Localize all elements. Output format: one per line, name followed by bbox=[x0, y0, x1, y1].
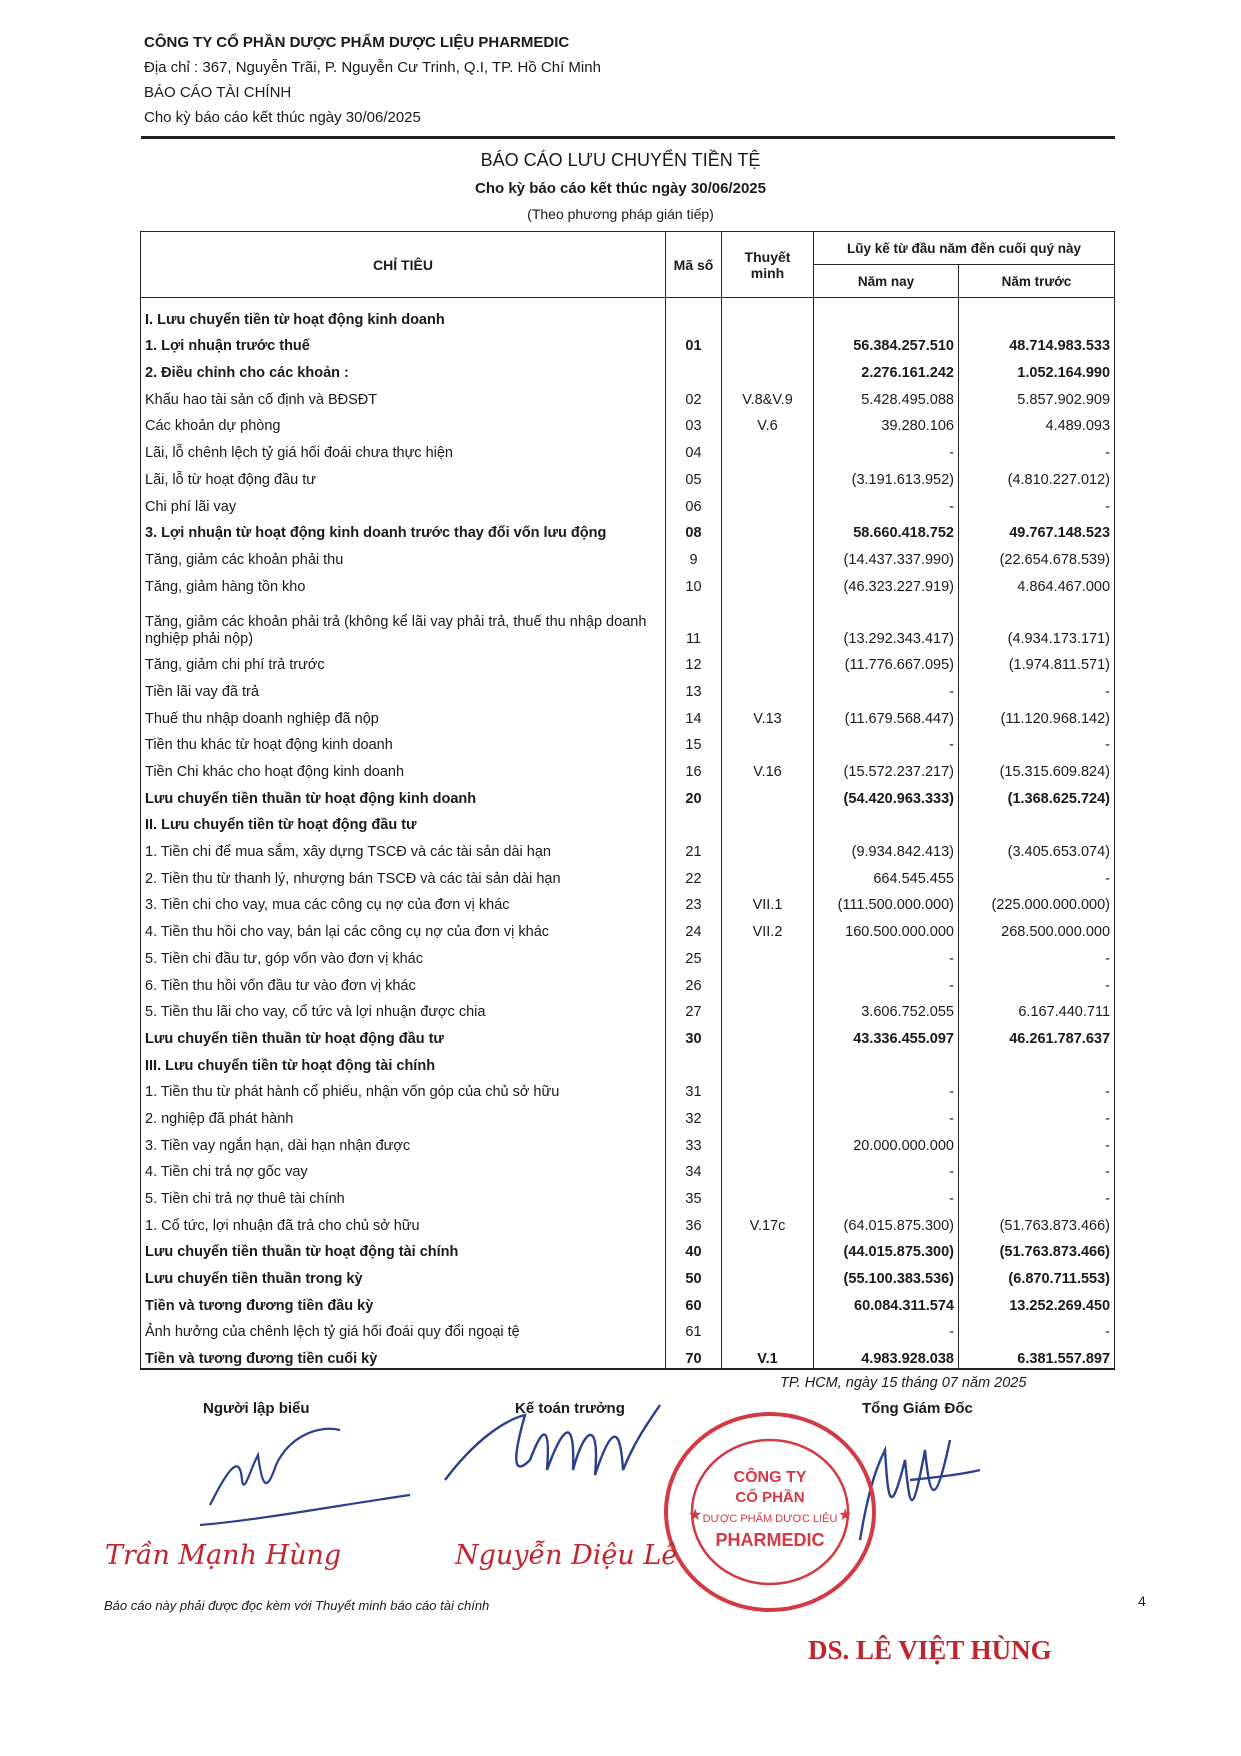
row-current-value: (13.292.343.417) bbox=[814, 596, 959, 648]
row-note bbox=[722, 489, 814, 516]
row-label: Lãi, lỗ từ hoạt động đầu tư bbox=[141, 462, 666, 489]
row-label: 6. Tiền thu hồi vốn đầu tư vào đơn vị khác bbox=[141, 968, 666, 995]
table-row bbox=[141, 329, 1115, 356]
table-row bbox=[141, 1155, 1115, 1182]
row-label: Ảnh hưởng của chênh lệch tỷ giá hối đoái quy đổi ngoại tệ bbox=[141, 1315, 666, 1342]
row-label: Lưu chuyển tiền thuần trong kỳ bbox=[141, 1261, 666, 1288]
row-previous-value: - bbox=[959, 1101, 1115, 1128]
row-current-value: 5.428.495.088 bbox=[814, 382, 959, 409]
row-note: V.1 bbox=[722, 1341, 814, 1369]
cash-flow-table bbox=[140, 231, 1115, 1370]
row-current-value: 56.384.257.510 bbox=[814, 329, 959, 356]
row-previous-value: (51.763.873.466) bbox=[959, 1235, 1115, 1262]
row-current-value: (55.100.383.536) bbox=[814, 1261, 959, 1288]
row-label: II. Lưu chuyển tiền từ hoạt động đầu tư bbox=[141, 808, 666, 835]
row-previous-value: (11.120.968.142) bbox=[959, 701, 1115, 728]
row-previous-value: (51.763.873.466) bbox=[959, 1208, 1115, 1235]
row-label: 1. Cổ tức, lợi nhuận đã trả cho chủ sở hữu bbox=[141, 1208, 666, 1235]
row-note bbox=[722, 1235, 814, 1262]
row-code: 04 bbox=[666, 435, 722, 462]
director-label: Tổng Giám Đốc bbox=[862, 1400, 973, 1417]
table-row bbox=[141, 968, 1115, 995]
table-row bbox=[141, 1315, 1115, 1342]
row-label: 1. Tiền chi để mua sắm, xây dựng TSCĐ và các tài sản dài hạn bbox=[141, 834, 666, 861]
row-current-value: (11.679.568.447) bbox=[814, 701, 959, 728]
row-label: Tiền lãi vay đã trả bbox=[141, 674, 666, 701]
table-row bbox=[141, 596, 1115, 648]
row-current-value: 20.000.000.000 bbox=[814, 1128, 959, 1155]
row-current-value: 39.280.106 bbox=[814, 409, 959, 436]
row-previous-value: (4.934.173.171) bbox=[959, 596, 1115, 648]
row-note: V.6 bbox=[722, 409, 814, 436]
table-row bbox=[141, 1235, 1115, 1262]
row-current-value bbox=[814, 808, 959, 835]
row-previous-value: 1.052.164.990 bbox=[959, 355, 1115, 382]
report-period: Cho kỳ báo cáo kết thúc ngày 30/06/2025 bbox=[144, 109, 421, 126]
row-label: Tăng, giảm chi phí trả trước bbox=[141, 648, 666, 675]
row-label: Lưu chuyển tiền thuần từ hoạt động kinh doanh bbox=[141, 781, 666, 808]
row-label: Tăng, giảm hàng tồn kho bbox=[141, 569, 666, 596]
table-row bbox=[141, 888, 1115, 915]
table-row bbox=[141, 1048, 1115, 1075]
row-current-value: 4.983.928.038 bbox=[814, 1341, 959, 1369]
table-row bbox=[141, 995, 1115, 1022]
row-current-value: - bbox=[814, 1101, 959, 1128]
row-label: 1. Lợi nhuận trước thuế bbox=[141, 329, 666, 356]
header-divider bbox=[141, 136, 1115, 139]
row-note bbox=[722, 1288, 814, 1315]
accountant-name: Nguyễn Diệu Lê bbox=[455, 1540, 678, 1571]
table-row bbox=[141, 781, 1115, 808]
table-row bbox=[141, 1261, 1115, 1288]
row-label: 3. Tiền chi cho vay, mua các công cụ nợ của đơn vị khác bbox=[141, 888, 666, 915]
row-code: 03 bbox=[666, 409, 722, 436]
row-code: 34 bbox=[666, 1155, 722, 1182]
table-row bbox=[141, 861, 1115, 888]
row-current-value: - bbox=[814, 941, 959, 968]
table-row bbox=[141, 1128, 1115, 1155]
row-code: 30 bbox=[666, 1021, 722, 1048]
svg-text:★: ★ bbox=[688, 1507, 703, 1524]
row-code: 33 bbox=[666, 1128, 722, 1155]
row-label: Thuế thu nhập doanh nghiệp đã nộp bbox=[141, 701, 666, 728]
table-row bbox=[141, 1101, 1115, 1128]
row-label: Tiền và tương đương tiền đầu kỳ bbox=[141, 1288, 666, 1315]
row-note bbox=[722, 1181, 814, 1208]
row-code: 40 bbox=[666, 1235, 722, 1262]
row-label: 5. Tiền chi trả nợ thuê tài chính bbox=[141, 1181, 666, 1208]
row-code: 06 bbox=[666, 489, 722, 516]
row-note bbox=[722, 1261, 814, 1288]
col-header-note: Thuyết minh bbox=[722, 232, 814, 298]
row-code bbox=[666, 808, 722, 835]
row-code: 26 bbox=[666, 968, 722, 995]
table-row bbox=[141, 1021, 1115, 1048]
row-code: 24 bbox=[666, 914, 722, 941]
row-current-value: 160.500.000.000 bbox=[814, 914, 959, 941]
row-previous-value: 5.857.902.909 bbox=[959, 382, 1115, 409]
row-current-value: 58.660.418.752 bbox=[814, 516, 959, 543]
row-label: 2. Tiền thu từ thanh lý, nhượng bán TSCĐ và các tài sản dài hạn bbox=[141, 861, 666, 888]
row-note bbox=[722, 1075, 814, 1102]
svg-text:CÔNG TY: CÔNG TY bbox=[733, 1469, 807, 1486]
row-current-value: (9.934.842.413) bbox=[814, 834, 959, 861]
director-name: DS. LÊ VIỆT HÙNG bbox=[808, 1635, 1052, 1665]
row-current-value: 3.606.752.055 bbox=[814, 995, 959, 1022]
table-row bbox=[141, 409, 1115, 436]
row-note bbox=[722, 1048, 814, 1075]
row-label: Khấu hao tài sản cố định và BĐSĐT bbox=[141, 382, 666, 409]
row-current-value: - bbox=[814, 1181, 959, 1208]
row-code: 25 bbox=[666, 941, 722, 968]
row-label: Lãi, lỗ chênh lệch tỷ giá hối đoái chưa thực hiện bbox=[141, 435, 666, 462]
row-label: Các khoản dự phòng bbox=[141, 409, 666, 436]
table-row bbox=[141, 648, 1115, 675]
row-label: 5. Tiền chi đầu tư, góp vốn vào đơn vị khác bbox=[141, 941, 666, 968]
row-label: 3. Lợi nhuận từ hoạt động kinh doanh trước thay đổi vốn lưu động bbox=[141, 516, 666, 543]
row-code: 9 bbox=[666, 542, 722, 569]
accountant-label: Kế toán trưởng bbox=[515, 1400, 625, 1417]
row-previous-value: - bbox=[959, 941, 1115, 968]
row-previous-value: - bbox=[959, 1155, 1115, 1182]
row-note bbox=[722, 968, 814, 995]
row-note bbox=[722, 781, 814, 808]
table-row bbox=[141, 569, 1115, 596]
accountant-signature bbox=[435, 1400, 665, 1520]
row-note: VII.2 bbox=[722, 914, 814, 941]
row-current-value: (64.015.875.300) bbox=[814, 1208, 959, 1235]
table-row bbox=[141, 355, 1115, 382]
table-row bbox=[141, 298, 1115, 329]
row-label: Tiền và tương đương tiền cuối kỳ bbox=[141, 1341, 666, 1369]
svg-text:CỔ PHẦN: CỔ PHẦN bbox=[735, 1489, 805, 1506]
company-name: CÔNG TY CỔ PHẦN DƯỢC PHẨM DƯỢC LIỆU PHARMEDIC bbox=[144, 34, 570, 51]
row-code: 11 bbox=[666, 596, 722, 648]
row-previous-value: (15.315.609.824) bbox=[959, 754, 1115, 781]
row-label: 5. Tiền thu lãi cho vay, cổ tức và lợi nhuận được chia bbox=[141, 995, 666, 1022]
row-previous-value: 268.500.000.000 bbox=[959, 914, 1115, 941]
row-previous-value: - bbox=[959, 1181, 1115, 1208]
row-current-value: (111.500.000.000) bbox=[814, 888, 959, 915]
col-header-previous-year: Năm trước bbox=[959, 265, 1115, 298]
row-note bbox=[722, 355, 814, 382]
row-note bbox=[722, 861, 814, 888]
row-previous-value: 48.714.983.533 bbox=[959, 329, 1115, 356]
row-code: 05 bbox=[666, 462, 722, 489]
row-code: 08 bbox=[666, 516, 722, 543]
row-label: Tiền thu khác từ hoạt động kinh doanh bbox=[141, 728, 666, 755]
row-label: Chi phí lãi vay bbox=[141, 489, 666, 516]
row-note: V.17c bbox=[722, 1208, 814, 1235]
row-label: 3. Tiền vay ngắn hạn, dài hạn nhận được bbox=[141, 1128, 666, 1155]
row-note bbox=[722, 1315, 814, 1342]
row-previous-value: 13.252.269.450 bbox=[959, 1288, 1115, 1315]
row-note: V.13 bbox=[722, 701, 814, 728]
table-row bbox=[141, 1208, 1115, 1235]
svg-text:PHARMEDIC: PHARMEDIC bbox=[715, 1530, 825, 1550]
row-current-value: (14.437.337.990) bbox=[814, 542, 959, 569]
row-current-value: - bbox=[814, 1155, 959, 1182]
row-code: 36 bbox=[666, 1208, 722, 1235]
row-previous-value bbox=[959, 808, 1115, 835]
row-note bbox=[722, 542, 814, 569]
signing-date: TP. HCM, ngày 15 tháng 07 năm 2025 bbox=[780, 1375, 1027, 1391]
row-previous-value bbox=[959, 1048, 1115, 1075]
row-previous-value: - bbox=[959, 489, 1115, 516]
row-previous-value bbox=[959, 298, 1115, 329]
footer-note: Báo cáo này phải được đọc kèm với Thuyết minh báo cáo tài chính bbox=[104, 1598, 490, 1613]
row-code: 21 bbox=[666, 834, 722, 861]
row-note bbox=[722, 516, 814, 543]
row-note bbox=[722, 834, 814, 861]
table-row bbox=[141, 382, 1115, 409]
row-previous-value: - bbox=[959, 435, 1115, 462]
row-note bbox=[722, 596, 814, 648]
row-note bbox=[722, 995, 814, 1022]
row-code: 22 bbox=[666, 861, 722, 888]
row-code bbox=[666, 1048, 722, 1075]
svg-text:★: ★ bbox=[838, 1507, 853, 1524]
row-code: 60 bbox=[666, 1288, 722, 1315]
row-code: 61 bbox=[666, 1315, 722, 1342]
row-label: 4. Tiền chi trả nợ gốc vay bbox=[141, 1155, 666, 1182]
row-previous-value: (1.368.625.724) bbox=[959, 781, 1115, 808]
row-code: 20 bbox=[666, 781, 722, 808]
row-previous-value: 4.489.093 bbox=[959, 409, 1115, 436]
document-header bbox=[144, 30, 1124, 130]
col-header-cumulative: Lũy kế từ đầu năm đến cuối quý này bbox=[814, 232, 1115, 265]
row-note bbox=[722, 1021, 814, 1048]
row-current-value: - bbox=[814, 489, 959, 516]
row-note: V.8&V.9 bbox=[722, 382, 814, 409]
table-row bbox=[141, 834, 1115, 861]
table-row bbox=[141, 674, 1115, 701]
row-note bbox=[722, 674, 814, 701]
row-label: Tăng, giảm các khoản phải thu bbox=[141, 542, 666, 569]
statement-period: Cho kỳ báo cáo kết thúc ngày 30/06/2025 bbox=[475, 180, 766, 197]
preparer-label: Người lập biểu bbox=[203, 1400, 310, 1417]
col-header-code: Mã số bbox=[666, 232, 722, 298]
row-label: Lưu chuyển tiền thuần từ hoạt động tài chính bbox=[141, 1235, 666, 1262]
row-previous-value: (1.974.811.571) bbox=[959, 648, 1115, 675]
row-current-value: - bbox=[814, 435, 959, 462]
row-label: III. Lưu chuyển tiền từ hoạt động tài chính bbox=[141, 1048, 666, 1075]
table-row bbox=[141, 941, 1115, 968]
row-current-value: (11.776.667.095) bbox=[814, 648, 959, 675]
row-note bbox=[722, 569, 814, 596]
row-note bbox=[722, 298, 814, 329]
row-label: Lưu chuyển tiền thuần từ hoạt động đầu tư bbox=[141, 1021, 666, 1048]
row-previous-value: (22.654.678.539) bbox=[959, 542, 1115, 569]
row-current-value: (15.572.237.217) bbox=[814, 754, 959, 781]
row-code: 01 bbox=[666, 329, 722, 356]
row-current-value: (44.015.875.300) bbox=[814, 1235, 959, 1262]
row-label: 2. nghiệp đã phát hành bbox=[141, 1101, 666, 1128]
row-code: 14 bbox=[666, 701, 722, 728]
report-type: BÁO CÁO TÀI CHÍNH bbox=[144, 84, 292, 101]
preparer-name: Trần Mạnh Hùng bbox=[105, 1540, 342, 1571]
row-current-value: 43.336.455.097 bbox=[814, 1021, 959, 1048]
table-row bbox=[141, 1288, 1115, 1315]
table-row bbox=[141, 489, 1115, 516]
row-label: 2. Điều chỉnh cho các khoản : bbox=[141, 355, 666, 382]
row-current-value: (3.191.613.952) bbox=[814, 462, 959, 489]
table-row bbox=[141, 516, 1115, 543]
row-previous-value: 46.261.787.637 bbox=[959, 1021, 1115, 1048]
row-note bbox=[722, 1128, 814, 1155]
row-note bbox=[722, 648, 814, 675]
row-previous-value: - bbox=[959, 728, 1115, 755]
row-code: 32 bbox=[666, 1101, 722, 1128]
row-note bbox=[722, 941, 814, 968]
col-header-current-year: Năm nay bbox=[814, 265, 959, 298]
row-label: I. Lưu chuyển tiền từ hoạt động kinh doanh bbox=[141, 298, 666, 329]
row-current-value bbox=[814, 1048, 959, 1075]
row-code: 16 bbox=[666, 754, 722, 781]
statement-method: (Theo phương pháp gián tiếp) bbox=[527, 206, 714, 222]
row-current-value: - bbox=[814, 1315, 959, 1342]
row-current-value: 60.084.311.574 bbox=[814, 1288, 959, 1315]
row-previous-value: - bbox=[959, 674, 1115, 701]
statement-title: BÁO CÁO LƯU CHUYỂN TIỀN TỆ bbox=[480, 150, 761, 170]
row-note bbox=[722, 329, 814, 356]
row-code: 50 bbox=[666, 1261, 722, 1288]
row-label: 1. Tiền thu từ phát hành cổ phiếu, nhận vốn góp của chủ sở hữu bbox=[141, 1075, 666, 1102]
row-note bbox=[722, 1155, 814, 1182]
row-previous-value: (225.000.000.000) bbox=[959, 888, 1115, 915]
row-current-value: 2.276.161.242 bbox=[814, 355, 959, 382]
row-label: 4. Tiền thu hồi cho vay, bán lại các công cụ nợ của đơn vị khác bbox=[141, 914, 666, 941]
row-previous-value: - bbox=[959, 1075, 1115, 1102]
page-number: 4 bbox=[1138, 1593, 1146, 1609]
row-current-value: - bbox=[814, 968, 959, 995]
row-previous-value: 49.767.148.523 bbox=[959, 516, 1115, 543]
row-current-value: (54.420.963.333) bbox=[814, 781, 959, 808]
row-note bbox=[722, 728, 814, 755]
preparer-signature bbox=[180, 1425, 420, 1535]
row-note bbox=[722, 1101, 814, 1128]
table-row bbox=[141, 542, 1115, 569]
col-header-item: CHỈ TIÊU bbox=[141, 232, 666, 298]
row-previous-value: 6.381.557.897 bbox=[959, 1341, 1115, 1369]
row-previous-value: 4.864.467.000 bbox=[959, 569, 1115, 596]
row-code: 23 bbox=[666, 888, 722, 915]
table-row bbox=[141, 914, 1115, 941]
row-code: 31 bbox=[666, 1075, 722, 1102]
row-code: 35 bbox=[666, 1181, 722, 1208]
row-code: 02 bbox=[666, 382, 722, 409]
row-current-value: - bbox=[814, 674, 959, 701]
row-note: VII.1 bbox=[722, 888, 814, 915]
row-previous-value: (4.810.227.012) bbox=[959, 462, 1115, 489]
row-note bbox=[722, 462, 814, 489]
row-previous-value: - bbox=[959, 861, 1115, 888]
row-code bbox=[666, 298, 722, 329]
table-row bbox=[141, 728, 1115, 755]
company-stamp bbox=[660, 1408, 880, 1618]
svg-text:DƯỢC PHẨM DƯỢC LIỆU: DƯỢC PHẨM DƯỢC LIỆU bbox=[702, 1513, 838, 1525]
table-row bbox=[141, 435, 1115, 462]
row-current-value: 664.545.455 bbox=[814, 861, 959, 888]
row-current-value: (46.323.227.919) bbox=[814, 569, 959, 596]
row-label: Tiền Chi khác cho hoạt động kinh doanh bbox=[141, 754, 666, 781]
row-previous-value: 6.167.440.711 bbox=[959, 995, 1115, 1022]
row-current-value: - bbox=[814, 1075, 959, 1102]
row-code: 27 bbox=[666, 995, 722, 1022]
table-row bbox=[141, 754, 1115, 781]
row-previous-value: - bbox=[959, 968, 1115, 995]
row-previous-value: - bbox=[959, 1315, 1115, 1342]
row-current-value bbox=[814, 298, 959, 329]
row-previous-value: (3.405.653.074) bbox=[959, 834, 1115, 861]
row-previous-value: - bbox=[959, 1128, 1115, 1155]
table-row bbox=[141, 462, 1115, 489]
row-code: 12 bbox=[666, 648, 722, 675]
row-note bbox=[722, 435, 814, 462]
table-row bbox=[141, 701, 1115, 728]
row-previous-value: (6.870.711.553) bbox=[959, 1261, 1115, 1288]
row-current-value: - bbox=[814, 728, 959, 755]
company-address: Địa chỉ : 367, Nguyễn Trãi, P. Nguyễn Cư Trinh, Q.I, TP. Hồ Chí Minh bbox=[144, 59, 601, 76]
row-code bbox=[666, 355, 722, 382]
row-note bbox=[722, 808, 814, 835]
table-row bbox=[141, 1075, 1115, 1102]
table-row bbox=[141, 1181, 1115, 1208]
row-code: 15 bbox=[666, 728, 722, 755]
row-code: 70 bbox=[666, 1341, 722, 1369]
row-note: V.16 bbox=[722, 754, 814, 781]
row-code: 13 bbox=[666, 674, 722, 701]
row-code: 10 bbox=[666, 569, 722, 596]
row-label: Tăng, giảm các khoản phải trả (không kể lãi vay phải trả, thuế thu nhập doanh nghiệp phải nộp) bbox=[141, 596, 666, 648]
table-row bbox=[141, 1341, 1115, 1369]
table-row bbox=[141, 808, 1115, 835]
